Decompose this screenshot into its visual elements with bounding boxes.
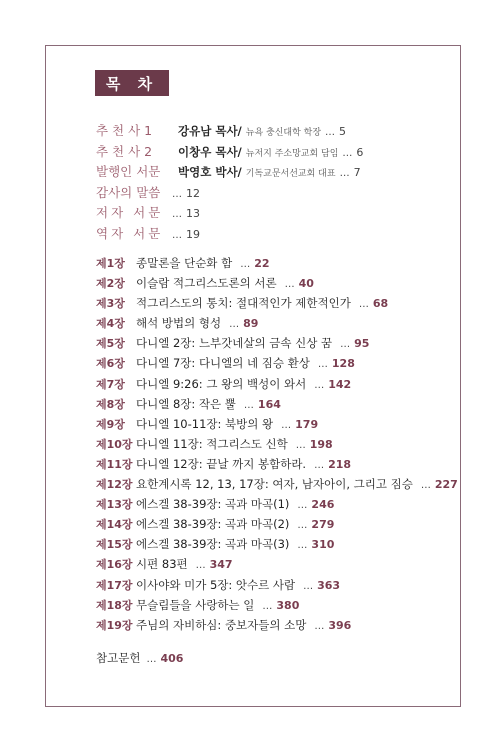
chapter-title: 에스겔 38-39장: 곡과 마곡(2)	[136, 517, 290, 532]
leader-dots: …	[314, 620, 325, 632]
chapter-label: 제16장	[96, 558, 133, 572]
leader-dots: …	[339, 168, 350, 179]
chapter-label: 제5장	[96, 337, 125, 351]
chapter-label: 제3장	[96, 297, 125, 311]
chapter-item	[96, 355, 458, 375]
front-matter-item	[96, 142, 363, 163]
toc-title: 목 차	[95, 70, 169, 96]
chapter-label: 제18장	[96, 598, 133, 612]
leader-dots: …	[297, 520, 308, 532]
chapter-title: 다니엘 11장: 적그리스도 신학	[136, 436, 288, 451]
chapter-item	[96, 416, 458, 436]
leader-dots: …	[297, 500, 308, 512]
page-number: 198	[309, 437, 333, 451]
front-matter-label: 역자 서문	[96, 225, 164, 241]
chapter-item	[96, 496, 458, 516]
chapter-item	[96, 275, 458, 295]
page-number: 5	[339, 125, 347, 138]
chapter-title: 시편 83편	[136, 557, 188, 572]
chapter-title: 적그리스도의 통치: 절대적인가 제한적인가	[136, 296, 351, 311]
leader-dots: …	[297, 540, 308, 552]
page-number: 380	[276, 598, 300, 612]
front-matter-label: 추 천 사 1	[96, 123, 153, 138]
page-number: 128	[331, 357, 355, 371]
page-number: 179	[295, 417, 319, 431]
leader-dots: …	[420, 480, 431, 492]
page-number: 218	[328, 457, 352, 471]
page-number: 246	[311, 498, 335, 512]
page-number: 164	[257, 397, 281, 411]
front-matter-item	[96, 203, 363, 224]
page-number: 347	[209, 558, 233, 572]
page-number: 279	[311, 518, 335, 532]
leader-dots: …	[229, 319, 240, 331]
chapter-item	[96, 436, 458, 456]
front-matter-item	[96, 162, 363, 183]
chapter-title: 이사야와 미가 5장: 앗수르 사람	[136, 577, 296, 592]
chapter-title: 다니엘 7장: 다니엘의 네 짐승 환상	[136, 356, 310, 371]
page-number: 40	[298, 277, 314, 291]
author-role: 기독교문서선교회 대표	[245, 169, 336, 179]
leader-dots: …	[342, 147, 353, 159]
chapter-title: 무슬림들을 사랑하는 일	[136, 597, 255, 612]
page-number: 95	[354, 337, 370, 351]
chapter-title: 에스겔 38-39장: 곡과 마곡(1)	[136, 497, 290, 512]
chapter-title: 다니엘 12장: 끝날 까지 봉함하라.	[136, 456, 307, 471]
chapter-label: 제2장	[96, 277, 125, 291]
leader-dots: …	[317, 359, 328, 371]
chapter-title: 해석 방법의 형성	[136, 316, 222, 331]
chapter-item	[96, 597, 458, 617]
chapter-title: 다니엘 2장: 느부갓네살의 금속 신상 꿈	[136, 336, 333, 351]
leader-dots: …	[340, 339, 351, 351]
front-matter-item	[96, 183, 363, 204]
chapter-label: 제14장	[96, 518, 133, 532]
chapter-item	[96, 255, 458, 275]
chapter-label: 제7장	[96, 377, 125, 391]
page-number: 68	[372, 297, 389, 311]
page-number: 406	[160, 652, 184, 665]
chapter-label: 제17장	[96, 578, 133, 592]
author-name: 박영호 박사/	[178, 165, 242, 179]
leader-dots: …	[358, 299, 369, 311]
chapter-label: 제8장	[96, 397, 125, 411]
chapter-title: 이슬람 적그리스도론의 서론	[136, 276, 277, 291]
leader-dots: …	[240, 259, 251, 270]
chapter-title: 다니엘 8장: 작은 뿔	[136, 396, 236, 411]
chapter-label: 제4장	[96, 317, 125, 331]
chapter-item	[96, 516, 458, 536]
leader-dots: …	[243, 399, 254, 411]
chapter-label: 제13장	[96, 498, 133, 512]
leader-dots: …	[172, 188, 182, 200]
author-name: 이창우 목사/	[178, 144, 242, 159]
author-role: 뉴저지 주소망교회 담임	[245, 148, 339, 159]
author-role: 뉴욕 충신대학 학장	[245, 128, 322, 138]
chapter-item	[96, 556, 458, 576]
leader-dots: …	[172, 209, 182, 220]
chapter-label: 제19장	[96, 618, 133, 632]
page-number: 6	[356, 145, 364, 159]
chapter-list	[96, 255, 458, 637]
chapter-item	[96, 335, 458, 355]
chapter-title: 주님의 자비하심: 중보자들의 소망	[136, 617, 307, 632]
chapter-title: 요한계시록 12, 13, 17장: 여자, 남자아이, 그리고 짐승	[136, 477, 413, 492]
leader-dots: …	[281, 419, 292, 431]
chapter-item	[96, 396, 458, 416]
page-number: 19	[186, 227, 200, 241]
page-number: 22	[254, 257, 270, 270]
leader-dots: …	[325, 127, 336, 138]
chapter-item	[96, 617, 458, 637]
leader-dots: …	[295, 439, 306, 451]
page-number: 7	[353, 166, 361, 179]
chapter-label: 제11장	[96, 457, 133, 471]
chapter-item	[96, 577, 458, 597]
chapter-item	[96, 295, 458, 315]
chapter-item	[96, 476, 458, 496]
chapter-item	[96, 536, 458, 556]
leader-dots: …	[172, 229, 182, 241]
bibliography-entry	[96, 650, 183, 666]
leader-dots: …	[262, 600, 273, 612]
front-matter-label: 발행인 서문	[96, 164, 161, 179]
chapter-item	[96, 315, 458, 335]
chapter-label: 제12장	[96, 478, 133, 492]
leader-dots: …	[314, 379, 325, 391]
chapter-label: 제6장	[96, 357, 125, 371]
chapter-title: 에스겔 38-39장: 곡과 마곡(3)	[136, 537, 290, 552]
author-name: 강유남 목사/	[178, 124, 242, 138]
front-matter-item	[96, 121, 363, 142]
front-matter-item	[96, 224, 363, 245]
page-number: 13	[186, 207, 200, 220]
leader-dots: …	[303, 580, 314, 592]
leader-dots: …	[195, 560, 206, 572]
chapter-item	[96, 376, 458, 396]
page-number: 89	[243, 317, 259, 331]
chapter-title: 다니엘 10-11장: 북방의 왕	[136, 416, 274, 431]
page-number: 142	[328, 377, 352, 391]
chapter-label: 제1장	[96, 257, 125, 270]
chapter-label: 제10장	[96, 437, 133, 451]
chapter-item	[96, 456, 458, 476]
page-number: 363	[317, 578, 341, 592]
chapter-title: 종말론을 단순화 함	[136, 256, 233, 270]
chapter-label: 제9장	[96, 417, 125, 431]
leader-dots: …	[314, 459, 325, 471]
chapter-label: 제15장	[96, 538, 133, 552]
front-matter-label: 추 천 사 2	[96, 143, 153, 159]
leader-dots: …	[146, 654, 157, 665]
page-number: 12	[186, 186, 200, 200]
front-matter-label: 감사의 말씀	[96, 184, 161, 200]
page-number: 227	[434, 478, 458, 492]
leader-dots: …	[284, 279, 295, 291]
bibliography-label: 참고문헌	[96, 651, 141, 665]
page-number: 310	[311, 538, 335, 552]
front-matter-label: 저자 서문	[96, 205, 164, 220]
chapter-title: 다니엘 9:26: 그 왕의 백성이 와서	[136, 376, 307, 391]
front-matter-list	[96, 121, 363, 244]
page-number: 396	[328, 618, 352, 632]
